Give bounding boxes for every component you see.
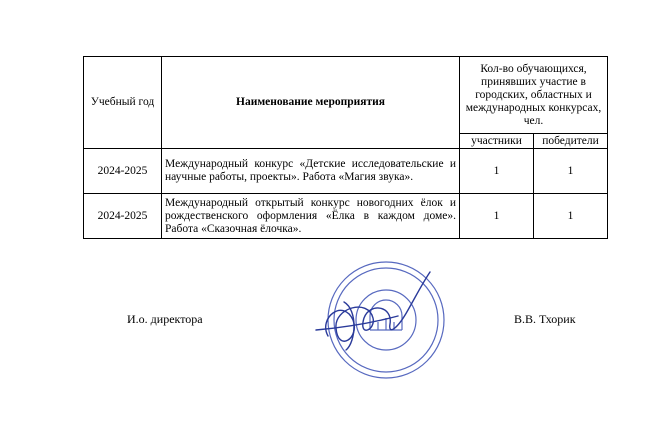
header-event: Наименование мероприятия [162,57,460,149]
signature-position: И.о. директора [127,312,203,326]
row-participants: 1 [460,194,534,239]
stamp-seal-icon [298,258,448,388]
header-year: Учебный год [84,57,162,149]
table-row [84,149,608,194]
table-row [84,194,608,239]
events-table [83,56,608,239]
row-event: Международный конкурс «Детские исследовательские и научные работы, проекты». Работа «Магия звука». [162,149,460,194]
row-event: Международный открытый конкурс новогодних ёлок и рождественского оформления «Ёлка в каждом доме». Работа «Сказочная ёлочка». [162,194,460,239]
row-participants: 1 [460,149,534,194]
row-year: 2024-2025 [84,149,162,194]
table-header-row [84,57,608,134]
signature-name: В.В. Тхорик [514,312,576,326]
row-year: 2024-2025 [84,194,162,239]
header-participants: участники [460,134,534,149]
header-winners: победители [534,134,608,149]
header-count: Кол-во обучающихся, принявших участие в городских, областных и международных конкурсах, чел. [460,57,608,134]
row-winners: 1 [534,149,608,194]
row-winners: 1 [534,194,608,239]
